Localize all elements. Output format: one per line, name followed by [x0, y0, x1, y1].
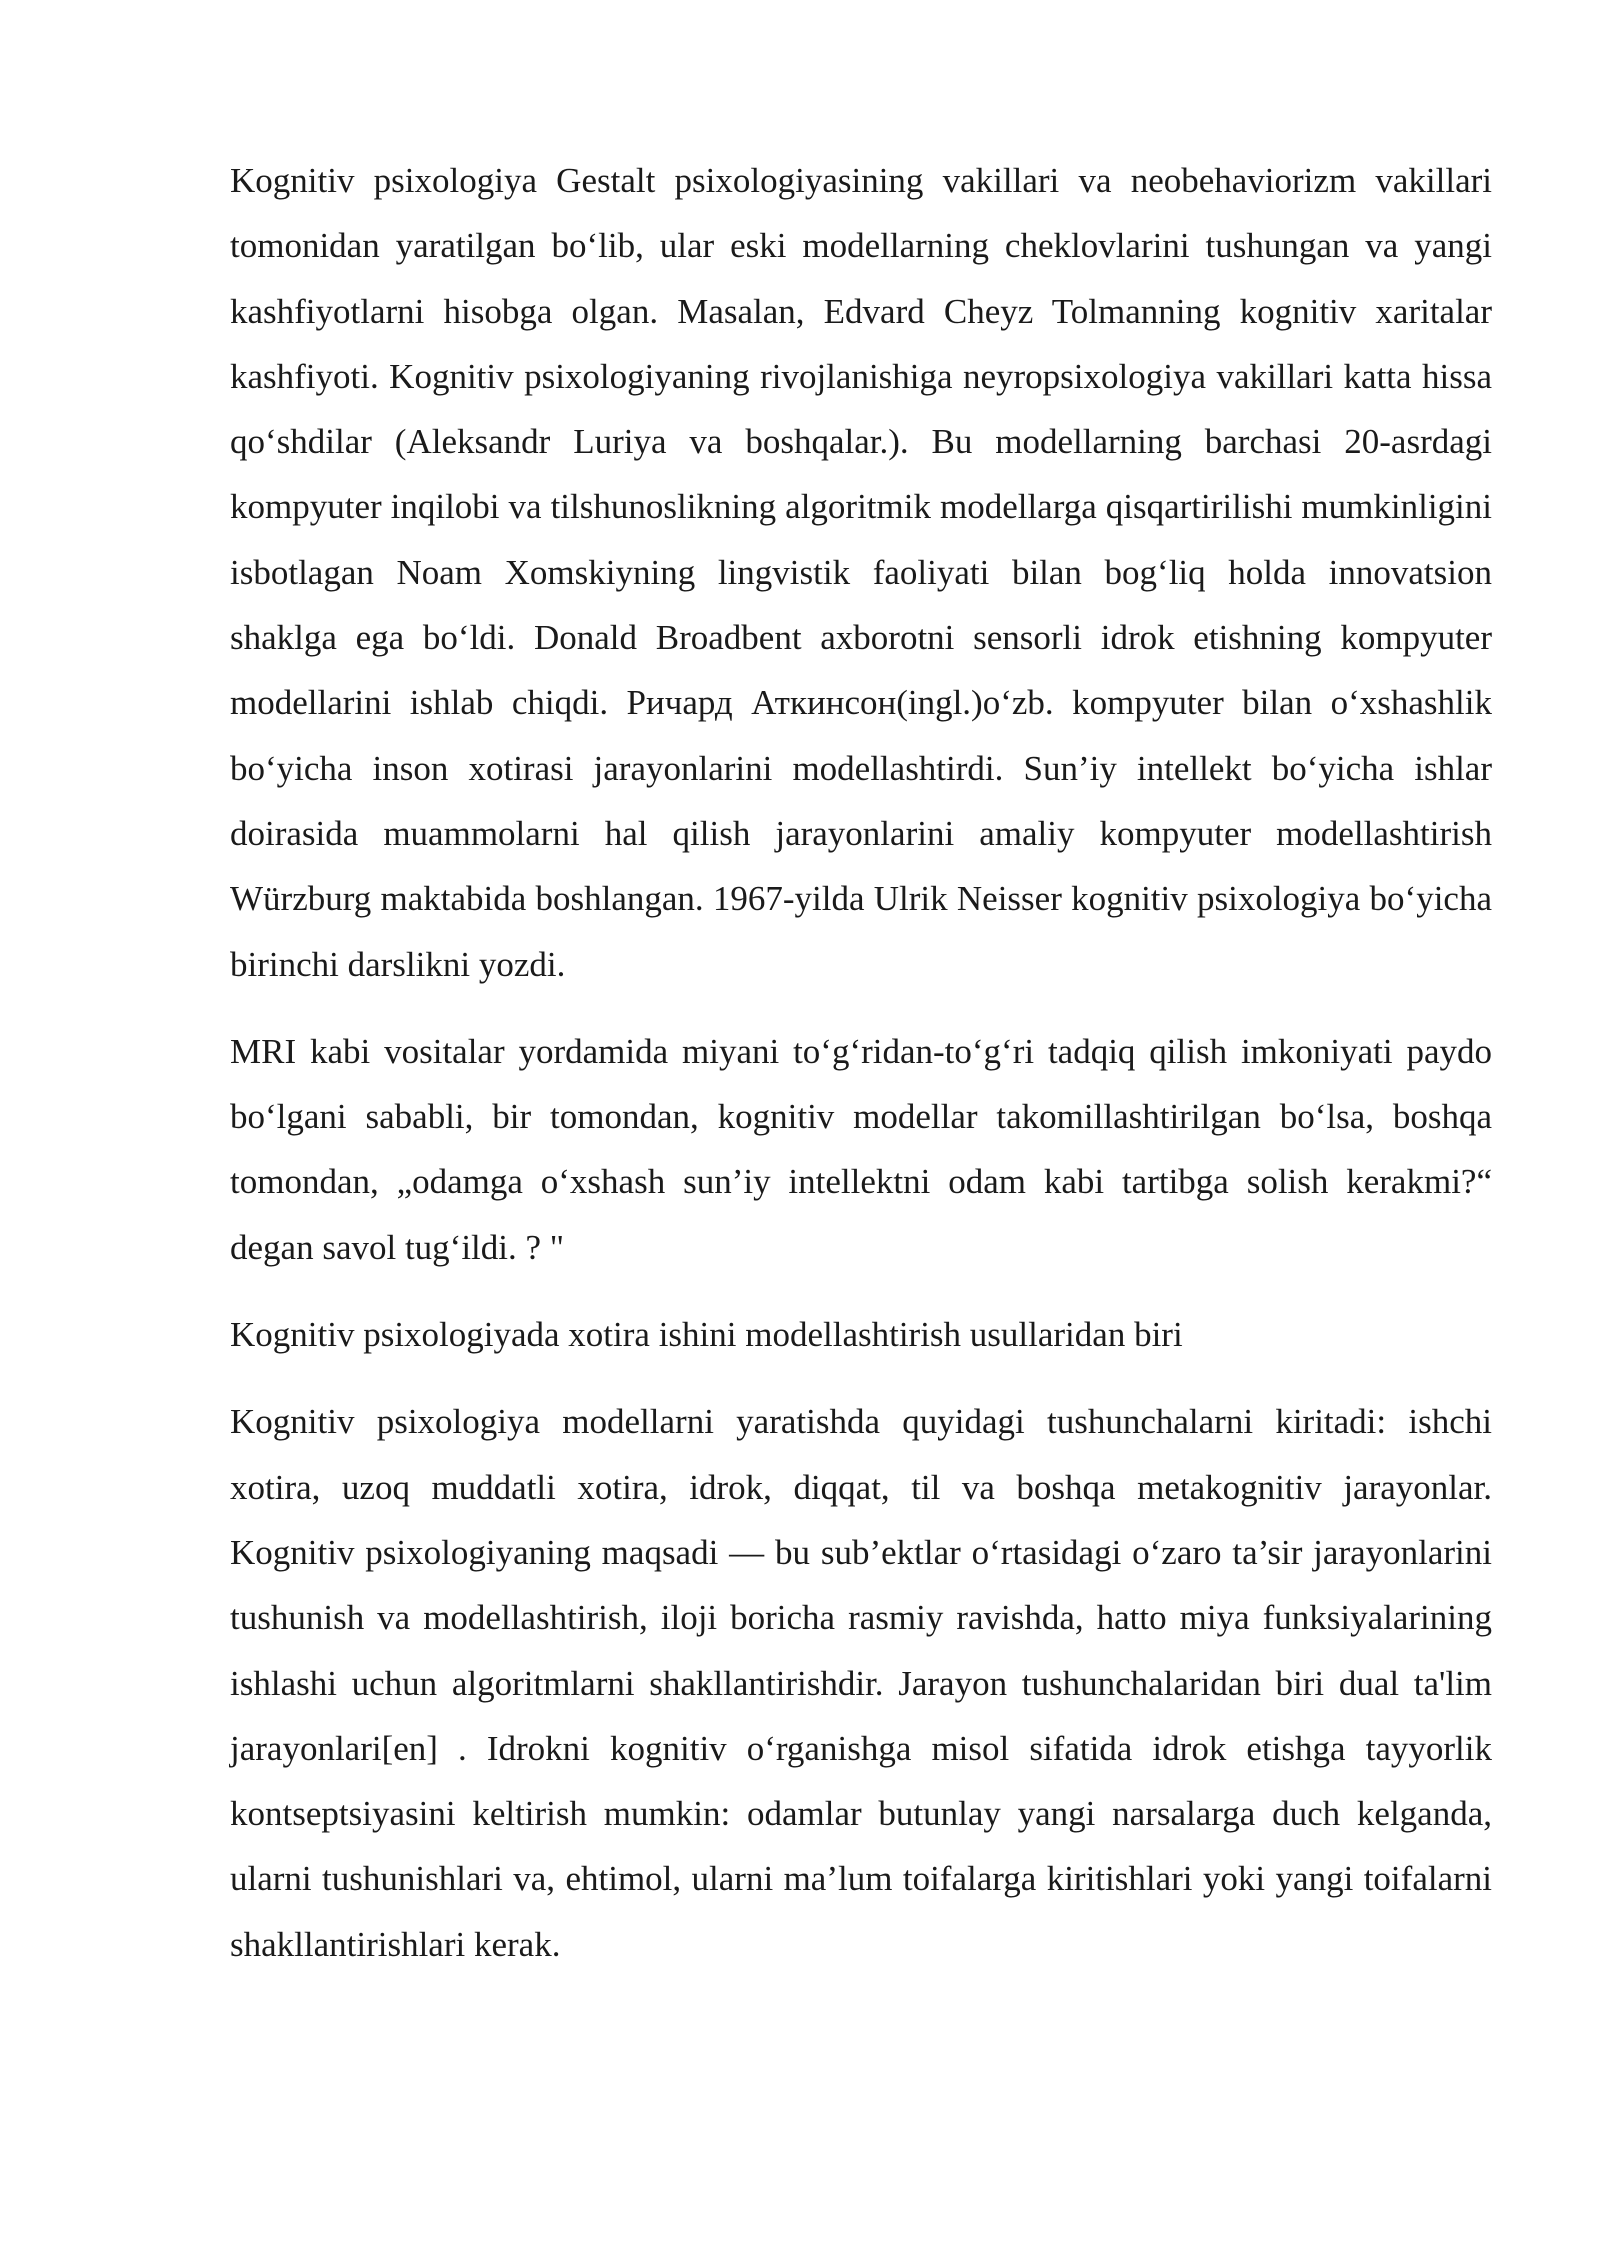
paragraph-memory-modeling: Kognitiv psixologiyada xotira ishini modellashtirish usullaridan biri	[230, 1315, 1183, 1355]
paragraph-mri: MRI kabi vositalar yordamida miyani to‘g‘ridan-to‘g‘ri tadqiq qilish imkoniyati paydo bo‘lgani sababli, bir tomondan, kognitiv modellar takomillashtirilgan bo‘lsa, boshqa tomondan, „odamga o‘xshash sun’iy intellektni odam kabi tartibga solish kerakmi?“ degan savol tug‘ildi. ? "	[230, 1031, 1492, 1267]
paragraph-cognitive-history: Kognitiv psixologiya Gestalt psixologiyasining vakillari va neobehaviorizm vakillari tomonidan yaratilgan bo‘lib, ular eski modellarning cheklovlarini tushungan va yangi kashfiyotlarni hisobga olgan. Masalan, Edvard Cheyz Tolmanning kognitiv xaritalar kashfiyoti. Kognitiv psixologiyaning rivojlanishiga neyropsixologiya vakillari katta hissa qo‘shdilar (Aleksandr Luriya va boshqalar.). Bu modellarning barchasi 20-asrdagi kompyuter inqilobi va tilshunoslikning algoritmik modellarga qisqartirilishi mumkinligini isbotlagan Noam Xomskiyning lingvistik faoliyati bilan bog‘liq holda innovatsion shaklga ega bo‘ldi. Donald Broadbent axborotni sensorli idrok etishning kompyuter modellarini ishlab chiqdi. Ричард Аткинсон(ingl.)o‘zb. kompyuter bilan o‘xshashlik bo‘yicha inson xotirasi jarayonlarini modellashtirdi. Sun’iy intellekt bo‘yicha ishlar doirasida muammolarni hal qilish jarayonlarini amaliy kompyuter modellashtirish Würzburg maktabida boshlangan. 1967-yilda Ulrik Neisser kognitiv psixologiya bo‘yicha birinchi darslikni yozdi.	[230, 161, 1492, 984]
document-page	[230, 148, 1492, 1999]
paragraph-cognitive-concepts: Kognitiv psixologiya modellarni yaratishda quyidagi tushunchalarni kiritadi: ishchi xotira, uzoq muddatli xotira, idrok, diqqat, til va boshqa metakognitiv jarayonlar. Kognitiv psixologiyaning maqsadi — bu sub’ektlar o‘rtasidagi o‘zaro ta’sir jarayonlarini tushunish va modellashtirish, iloji boricha rasmiy ravishda, hatto miya funksiyalarining ishlashi uchun algoritmlarni shakllantirishdir. Jarayon tushunchalaridan biri dual ta'lim jarayonlari[en] . Idrokni kognitiv o‘rganishga misol sifatida idrok etishga tayyorlik kontseptsiyasini keltirish mumkin: odamlar butunlay yangi narsalarga duch kelganda, ularni tushunishlari va, ehtimol, ularni ma’lum toifalarga kiritishlari yoki yangi toifalarni shakllantirishlari kerak.	[230, 1402, 1492, 1964]
